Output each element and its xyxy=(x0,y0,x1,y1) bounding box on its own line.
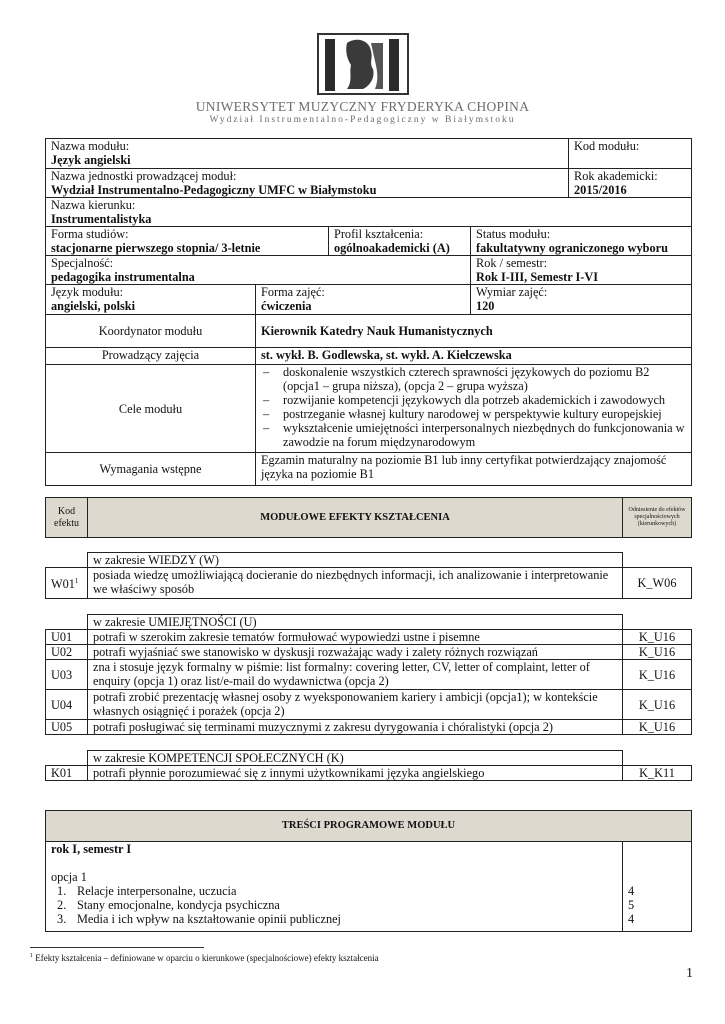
goals-list xyxy=(261,365,686,449)
effect-reference: K_U16 xyxy=(623,690,692,720)
effect-reference: K_U16 xyxy=(623,645,692,660)
effect-text: potrafi zrobić prezentację własnej osoby z wyeksponowaniem kariery i ambicji (opcja1); w kontekście własnych osiągnięć i porażek (opcja 2) xyxy=(88,690,623,720)
effect-text: potrafi w szerokim zakresie tematów formułować wypowiedzi ustne i pisemne xyxy=(88,630,623,645)
program-period: rok I, semestr I xyxy=(51,842,132,856)
goals-label: Cele modułu xyxy=(46,365,256,453)
effect-code: U01 xyxy=(46,630,88,645)
language-cell: Język modułu: angielski, polski xyxy=(46,285,256,315)
effects-reference-header: Odniesienie do efektów specjalnościowych (kierunkowych) xyxy=(623,498,692,538)
skills-title: w zakresie UMIEJĘTNOŚCI (U) xyxy=(88,615,623,630)
topic-hours: 4 xyxy=(628,912,635,926)
study-form-cell: Forma studiów: stacjonarne pierwszego stopnia/ 3-letnie xyxy=(46,227,329,256)
program-topic: 3. Media i ich wpływ na kształtowanie opinii publicznej xyxy=(57,912,341,926)
effects-title: MODUŁOWE EFEKTY KSZTAŁCENIA xyxy=(88,498,623,538)
goal-item: – wykształcenie umiejętności interpersonalnych niezbędnych do funkcjonowania w zawodzie na forum międzynarodowym xyxy=(261,421,686,449)
knowledge-title: w zakresie WIEDZY (W) xyxy=(88,553,623,568)
effect-text: zna i stosuje język formalny w piśmie: list formalny: covering letter, CV, letter of complaint, letter of enquiry (opcja 1) oraz list/e-mail do wydawnictwa (opcja 2) xyxy=(88,660,623,690)
program-topic: 1. Relacje interpersonalne, uczucia xyxy=(57,884,237,898)
effect-code-header: Kod efektu xyxy=(46,498,88,538)
effect-code: K01 xyxy=(46,766,88,781)
effect-reference: K_U16 xyxy=(623,660,692,690)
teacher-label: Prowadzący zajęcia xyxy=(46,348,256,365)
effect-code: U03 xyxy=(46,660,88,690)
university-logo xyxy=(317,33,409,95)
faculty-name: Wydział Instrumentalno-Pedagogiczny w Białymstoku xyxy=(209,115,516,125)
module-name-cell: Nazwa modułu: Język angielski xyxy=(46,139,569,169)
program-title: TREŚCI PROGRAMOWE MODUŁU xyxy=(46,811,692,842)
goal-item: – rozwijanie kompetencji językowych dla potrzeb akademickich i zawodowych xyxy=(261,393,686,407)
module-code-cell: Kod modułu: xyxy=(569,139,692,169)
effect-code: U04 xyxy=(46,690,88,720)
effect-text: potrafi wyjaśniać swe stanowisko w dyskusji rozważając wady i zalety różnych rozwiązań xyxy=(88,645,623,660)
specialty-cell: Specjalność: pedagogika instrumentalna xyxy=(46,256,471,285)
unit-cell: Nazwa jednostki prowadzącej moduł: Wydział Instrumentalno-Pedagogiczny UMFC w Białymstoku xyxy=(46,169,569,198)
goal-item: – postrzeganie własnej kultury narodowej w perspektywie kultury europejskiej xyxy=(261,407,686,421)
direction-cell: Nazwa kierunku: Instrumentalistyka xyxy=(46,198,692,227)
topic-hours: 4 xyxy=(628,884,635,898)
program-content-cell xyxy=(46,842,623,932)
teacher: st. wykł. B. Godlewska, st. wykł. A. Kiełczewska xyxy=(256,348,692,365)
effect-reference: K_U16 xyxy=(623,720,692,735)
module-name: Język angielski xyxy=(51,153,131,167)
class-form-cell: Forma zajęć: ćwiczenia xyxy=(256,285,471,315)
goal-item: – doskonalenie wszystkich czterech sprawności językowych do poziomu B2 (opcja1 – grupa niższa), (opcja 2 – grupa wyższa) xyxy=(261,365,686,393)
profile-cell: Profil kształcenia: ogólnoakademicki (A) xyxy=(329,227,471,256)
competences-title: w zakresie KOMPETENCJI SPOŁECZNYCH (K) xyxy=(88,751,623,766)
program-table xyxy=(45,810,692,932)
footnote-divider xyxy=(30,947,204,948)
hours-cell: Wymiar zajęć: 120 xyxy=(471,285,692,315)
coordinator: Kierownik Katedry Nauk Humanistycznych xyxy=(256,315,692,348)
effects-header-table xyxy=(45,497,692,538)
program-topic: 2. Stany emocjonalne, kondycja psychiczna xyxy=(57,898,280,912)
coordinator-label: Koordynator modułu xyxy=(46,315,256,348)
knowledge-table xyxy=(45,552,692,599)
goals-cell xyxy=(256,365,692,453)
footnote: $^1$ Efekty kształcenia – definiowane w oparciu o kierunkowe (specjalnościowe) efekty kształcenia xyxy=(30,953,379,963)
academic-year-cell: Rok akademicki: 2015/2016 xyxy=(569,169,692,198)
effect-reference: K_K11 xyxy=(623,766,692,781)
university-name: UNIWERSYTET MUZYCZNY FRYDERYKA CHOPINA xyxy=(195,99,530,114)
program-topics xyxy=(51,884,617,926)
effect-code: $W01^1$ xyxy=(46,568,88,599)
effect-text: potrafi posługiwać się terminami muzycznymi z zakresu dyrygowania i chóralistyki (opcja 2) xyxy=(88,720,623,735)
skills-table xyxy=(45,614,692,735)
effect-code: U05 xyxy=(46,720,88,735)
effect-text: posiada wiedzę umożliwiającą docieranie do niezbędnych informacji, ich analizowanie i interpretowanie we właściwy sposób xyxy=(88,568,623,599)
program-option: opcja 1 xyxy=(51,870,87,884)
page-number: 1 xyxy=(686,966,693,981)
effect-reference: K_W06 xyxy=(623,568,692,599)
year-semester-cell: Rok / semestr: Rok I-III, Semestr I-VI xyxy=(471,256,692,285)
requirements-label: Wymagania wstępne xyxy=(46,453,256,486)
requirements: Egzamin maturalny na poziomie B1 lub inny certyfikat potwierdzający znajomość języka na poziomie B1 xyxy=(256,453,692,486)
program-hours-cell xyxy=(623,842,692,932)
module-info-table xyxy=(45,138,692,486)
effect-code: U02 xyxy=(46,645,88,660)
topic-hours: 5 xyxy=(628,898,635,912)
effect-text: potrafi płynnie porozumiewać się z innymi użytkownikami języka angielskiego xyxy=(88,766,623,781)
competences-table xyxy=(45,750,692,781)
status-cell: Status modułu: fakultatywny ograniczonego wyboru xyxy=(471,227,692,256)
unit-name: Wydział Instrumentalno-Pedagogiczny UMFC w Białymstoku xyxy=(51,183,377,197)
effect-reference: K_U16 xyxy=(623,630,692,645)
